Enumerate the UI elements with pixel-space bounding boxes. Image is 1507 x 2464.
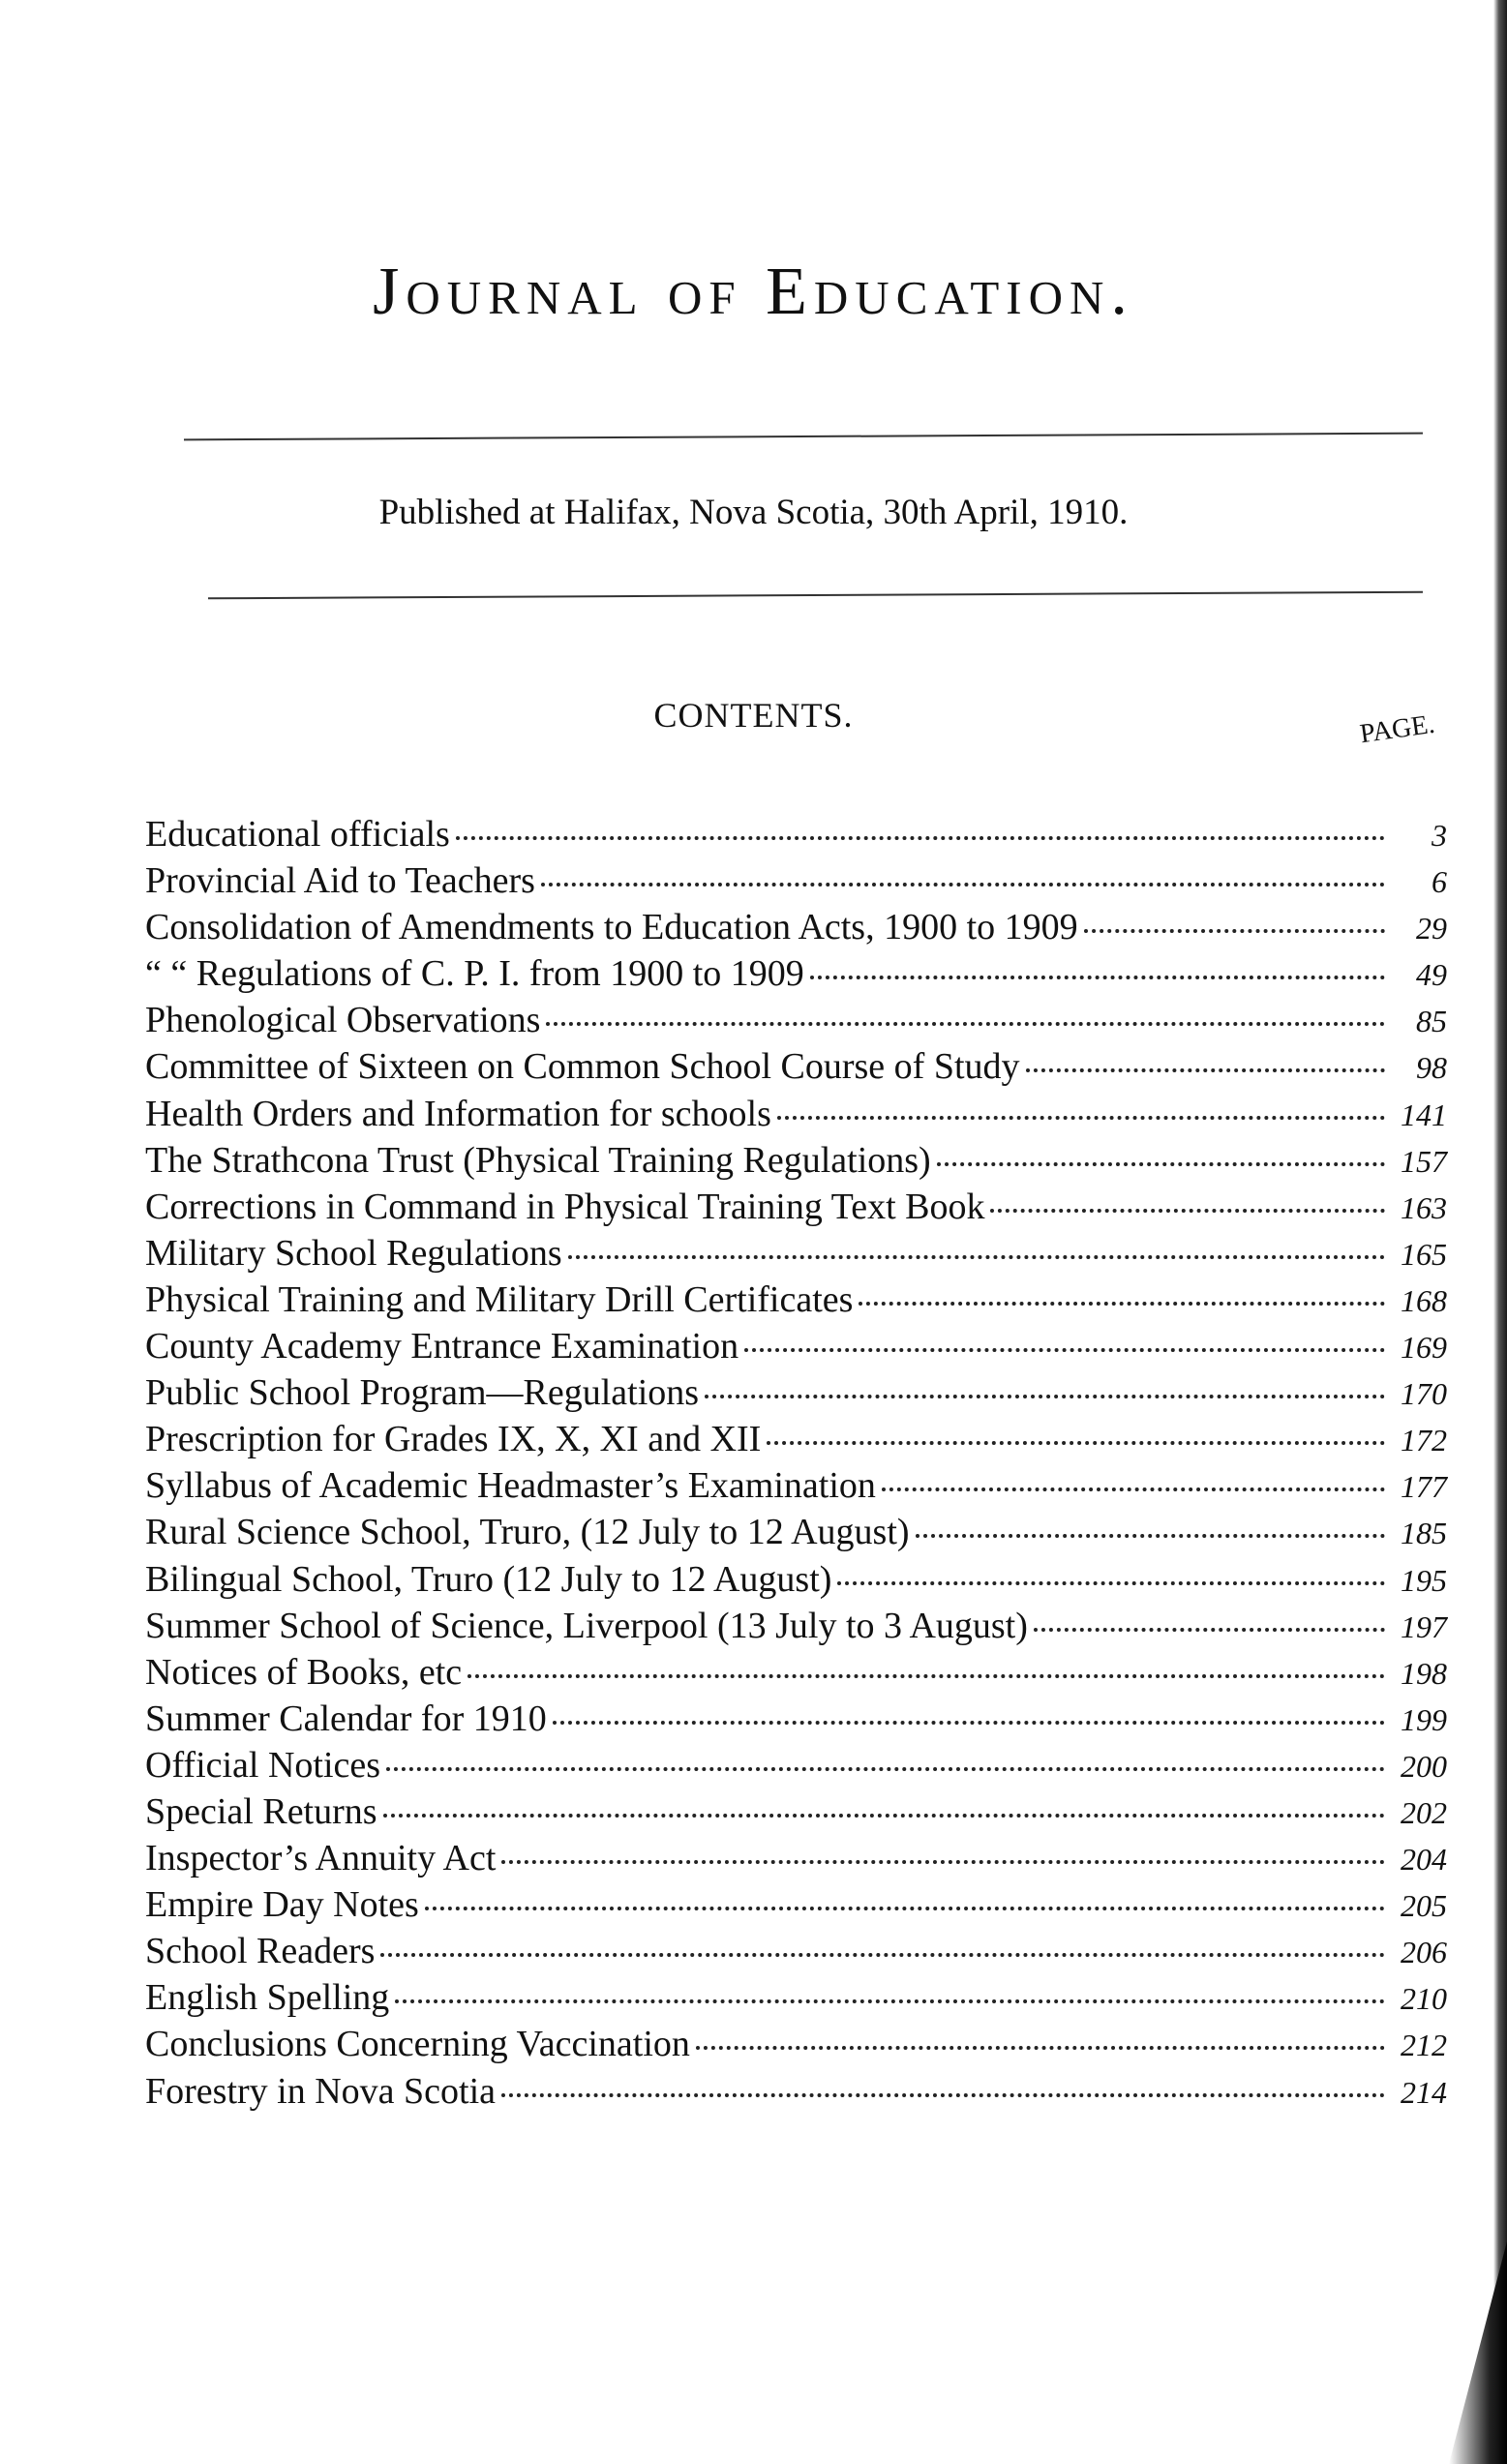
toc-entry-title: Conclusions Concerning Vaccination — [145, 2024, 690, 2065]
toc-entry-page: 170 — [1401, 1376, 1447, 1412]
toc-entry — [145, 1556, 1447, 1603]
toc-entry — [145, 1603, 1447, 1649]
toc-entry — [145, 1696, 1447, 1742]
toc-leader-dots — [810, 976, 1385, 979]
toc-leader-dots — [546, 1022, 1385, 1026]
toc-entry-page: 199 — [1401, 1701, 1447, 1737]
toc-entry — [145, 997, 1447, 1043]
toc-entry-title: Special Returns — [145, 1790, 377, 1832]
toc-leader-dots — [386, 1767, 1385, 1771]
toc-leader-dots — [425, 1907, 1385, 1910]
toc-entry — [145, 1277, 1447, 1323]
toc-entry-title: Phenological Observations — [145, 1000, 541, 1041]
toc-entry-page: 185 — [1401, 1516, 1447, 1551]
toc-leader-dots — [501, 1860, 1385, 1864]
toc-entry — [145, 1416, 1447, 1462]
toc-entry-page: 197 — [1401, 1608, 1447, 1644]
toc-leader-dots — [553, 1721, 1385, 1725]
toc-leader-dots — [541, 883, 1385, 886]
publication-line: Published at Halifax, Nova Scotia, 30th April, 1910. — [378, 493, 1129, 532]
toc-leader-dots — [859, 1302, 1385, 1306]
toc-entry-title: “ “ Regulations of C. P. I. from 1900 to 1909 — [145, 953, 804, 995]
toc-entry-page: 177 — [1401, 1469, 1447, 1505]
toc-entry-title: Provincial Aid to Teachers — [145, 860, 535, 902]
toc-entry-title: English Spelling — [145, 1977, 390, 2019]
toc-entry — [145, 1788, 1447, 1835]
toc-entry-title: Inspector’s Annuity Act — [145, 1838, 497, 1879]
toc-entry — [145, 1974, 1447, 2021]
toc-entry-page: 204 — [1401, 1842, 1447, 1878]
toc-entry-page: 49 — [1416, 957, 1447, 993]
toc-entry-title: Official Notices — [145, 1744, 381, 1786]
toc-entry-page: 165 — [1401, 1236, 1447, 1272]
toc-entry — [145, 1881, 1447, 1928]
toc-entry — [145, 1462, 1447, 1509]
toc-leader-dots — [767, 1441, 1385, 1445]
toc-entry-title: Rural Science School, Truro, (12 July to 12 August) — [145, 1512, 910, 1553]
toc-leader-dots — [1034, 1628, 1385, 1632]
toc-entry-page: 141 — [1401, 1097, 1447, 1132]
page-corner-shadow — [1449, 2241, 1507, 2464]
toc-entry-page: 29 — [1416, 911, 1447, 947]
toc-entry — [145, 2021, 1447, 2067]
toc-entry-title: Prescription for Grades IX, X, XI and XII — [145, 1419, 762, 1460]
toc-leader-dots — [990, 1209, 1385, 1213]
toc-entry-title: County Academy Entrance Examination — [145, 1326, 739, 1367]
toc-leader-dots — [705, 1395, 1385, 1398]
toc-entry-title: Syllabus of Academic Headmaster’s Examination — [145, 1465, 876, 1507]
toc-leader-dots — [777, 1116, 1385, 1120]
toc-entry-page: 157 — [1401, 1143, 1447, 1179]
toc-entry — [145, 1835, 1447, 1881]
toc-entry — [145, 811, 1447, 857]
toc-entry-page: 172 — [1401, 1423, 1447, 1458]
toc-entry — [145, 1509, 1447, 1555]
toc-entry-page: 206 — [1401, 1935, 1447, 1970]
toc-entry-page: 210 — [1401, 1981, 1447, 2017]
toc-entry — [145, 1184, 1447, 1230]
toc-leader-dots — [395, 1999, 1385, 2003]
toc-entry-title: Summer School of Science, Liverpool (13 July to 3 August) — [145, 1605, 1028, 1646]
toc-entry-page: 3 — [1432, 818, 1447, 853]
toc-entry-page: 200 — [1401, 1748, 1447, 1784]
journal-title: Journal of Education. — [373, 255, 1134, 329]
toc-entry-page: 6 — [1432, 864, 1447, 900]
toc-entry — [145, 1091, 1447, 1137]
toc-entry-page: 202 — [1401, 1794, 1447, 1830]
toc-entry-title: Forestry in Nova Scotia — [145, 2070, 497, 2112]
toc-entry — [145, 1649, 1447, 1696]
page-edge-shadow — [1493, 0, 1507, 2464]
toc-entry-page: 198 — [1401, 1655, 1447, 1691]
title-rule — [184, 433, 1423, 441]
page-column-label: PAGE. — [1358, 708, 1437, 750]
toc-entry — [145, 1230, 1447, 1277]
toc-entry-page: 85 — [1416, 1004, 1447, 1039]
toc-entry-page: 98 — [1416, 1050, 1447, 1086]
toc-entry-title: Health Orders and Information for schools — [145, 1093, 771, 1134]
toc-leader-dots — [696, 2046, 1385, 2050]
toc-leader-dots — [937, 1162, 1385, 1166]
toc-entry-title: Empire Day Notes — [145, 1884, 419, 1926]
toc-leader-dots — [882, 1487, 1385, 1491]
toc-leader-dots — [467, 1674, 1385, 1678]
toc-entry — [145, 1137, 1447, 1184]
toc-leader-dots — [837, 1581, 1385, 1585]
toc-entry-title: Public School Program—Regulations — [145, 1372, 700, 1414]
toc-entry — [145, 857, 1447, 904]
toc-leader-dots — [744, 1348, 1385, 1352]
toc-entry-title: The Strathcona Trust (Physical Training Regulations) — [145, 1139, 931, 1181]
toc-leader-dots — [1084, 929, 1385, 933]
toc-entry-page: 205 — [1401, 1888, 1447, 1924]
toc-entry-title: Military School Regulations — [145, 1232, 562, 1274]
toc-leader-dots — [456, 836, 1385, 840]
toc-entry — [145, 1369, 1447, 1416]
table-of-contents — [145, 811, 1447, 2115]
toc-entry-title: Educational officials — [145, 814, 450, 855]
toc-entry-page: 168 — [1401, 1282, 1447, 1318]
toc-entry — [145, 1043, 1447, 1090]
toc-entry-title: Summer Calendar for 1910 — [145, 1698, 547, 1739]
toc-entry-title: Physical Training and Military Drill Certificates — [145, 1278, 854, 1320]
toc-entry — [145, 1323, 1447, 1369]
toc-entry — [145, 904, 1447, 950]
toc-entry — [145, 1742, 1447, 1788]
toc-leader-dots — [383, 1814, 1385, 1818]
toc-leader-dots — [916, 1534, 1385, 1538]
toc-entry-title: Corrections in Command in Physical Training Text Book — [145, 1186, 985, 1227]
toc-entry-page: 169 — [1401, 1330, 1447, 1366]
toc-entry-page: 195 — [1401, 1562, 1447, 1598]
toc-entry-title: School Readers — [145, 1931, 376, 1972]
toc-entry — [145, 1928, 1447, 1974]
toc-leader-dots — [568, 1255, 1385, 1259]
contents-heading: CONTENTS. — [653, 696, 854, 735]
toc-leader-dots — [501, 2093, 1385, 2097]
publication-rule — [208, 591, 1423, 600]
toc-entry-title: Notices of Books, etc — [145, 1651, 463, 1693]
toc-entry-page: 163 — [1401, 1189, 1447, 1225]
toc-entry-page: 212 — [1401, 2028, 1447, 2063]
toc-leader-dots — [380, 1953, 1385, 1957]
toc-entry-page: 214 — [1401, 2074, 1447, 2110]
toc-entry — [145, 2068, 1447, 2115]
toc-leader-dots — [1026, 1068, 1385, 1072]
toc-entry-title: Consolidation of Amendments to Education Acts, 1900 to 1909 — [145, 907, 1078, 948]
toc-entry — [145, 950, 1447, 997]
toc-entry-title: Committee of Sixteen on Common School Course of Study — [145, 1046, 1020, 1088]
toc-entry-title: Bilingual School, Truro (12 July to 12 August) — [145, 1558, 832, 1600]
